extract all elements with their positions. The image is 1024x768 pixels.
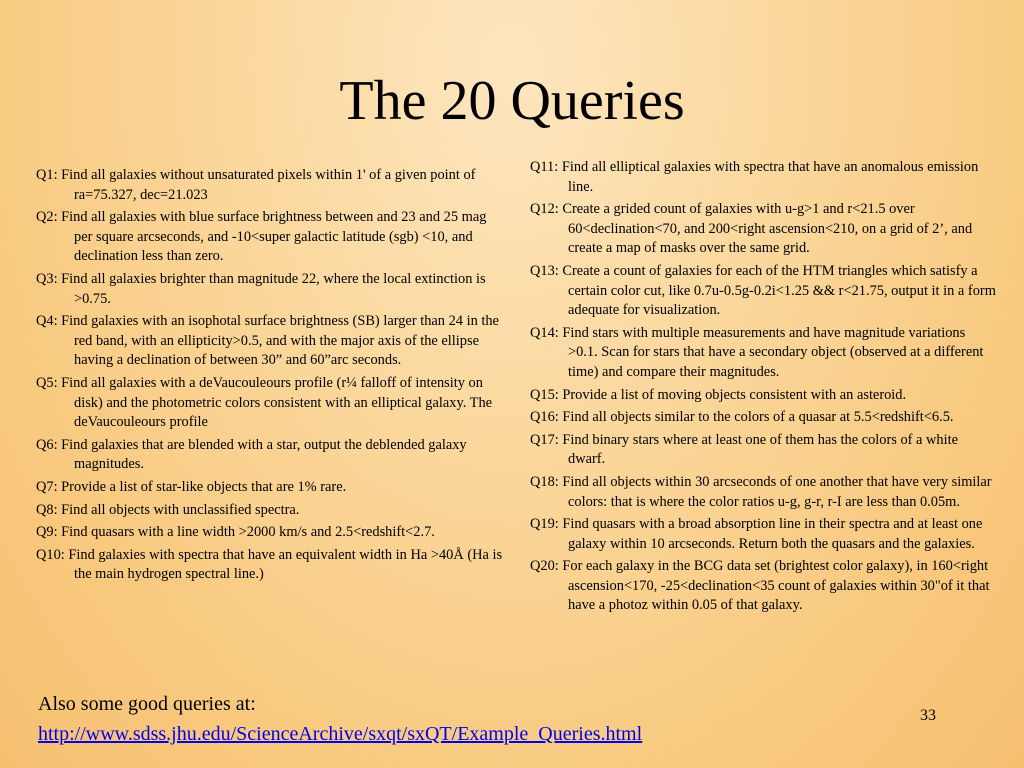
query-item: Q7: Provide a list of star-like objects that are 1% rare.: [36, 478, 347, 495]
slide-title: The 20 Queries: [339, 70, 685, 132]
query-item: Q20: For each galaxy in the BCG data set (brightest color galaxy), in 160<right ascension<170, -25<declination<35 count of galaxies within 30"of it that have a photoz within 0.05 of that galaxy.: [530, 558, 990, 614]
query-item: Q18: Find all objects within 30 arcseconds of one another that have very similar colors: that is where the color ratios u-g, g-r, r-I are less than 0.05m.: [530, 473, 992, 510]
query-item: Q6: Find galaxies that are blended with a star, output the deblended galaxy magnitudes.: [36, 436, 467, 473]
query-item: Q15: Provide a list of moving objects consistent with an asteroid.: [530, 386, 907, 403]
query-item: Q13: Create a count of galaxies for each of the HTM triangles which satisfy a certain color cut, like 0.7u-0.5g-0.2i<1.25 && r<21.75, output it in a form adequate for visualization.: [530, 262, 996, 319]
query-item: Q16: Find all objects similar to the colors of a quasar at 5.5<redshift<6.5.: [530, 409, 954, 426]
query-item: Q17: Find binary stars where at least one of them has the colors of a white dwarf.: [530, 431, 959, 468]
query-item: Q19: Find quasars with a broad absorption line in their spectra and at least one galaxy within 10 arcseconds. Return both the quasars and the galaxies.: [530, 516, 983, 552]
left-query-column: [36, 166, 506, 588]
query-item: Q5: Find all galaxies with a deVaucouleours profile (r¼ falloff of intensity on disk) and the photometric colors consistent with an elliptical galaxy. The deVaucouleours profile: [36, 374, 493, 431]
query-item: Q4: Find galaxies with an isophotal surface brightness (SB) larger than 24 in the red band, with an ellipticity>0.5, and with the major axis of the ellipse having a declination of between 30” and 60”arc seconds.: [36, 313, 499, 369]
query-item: Q1: Find all galaxies without unsaturated pixels within 1' of a given point of ra=75.327, dec=21.023: [36, 167, 476, 203]
query-item: Q9: Find quasars with a line width >2000 km/s and 2.5<redshift<2.7.: [36, 524, 435, 541]
right-query-column: [530, 158, 996, 619]
query-item: Q14: Find stars with multiple measurements and have magnitude variations >0.1. Scan for stars that have a secondary object (observed at a different time) and compare their magnitudes.: [530, 324, 984, 380]
query-item: Q8: Find all objects with unclassified spectra.: [36, 501, 300, 518]
example-queries-link[interactable]: http://www.sdss.jhu.edu/ScienceArchive/sxqt/sxQT/Example_Queries.html: [38, 723, 643, 745]
query-item: Q3: Find all galaxies brighter than magnitude 22, where the local extinction is >0.75.: [36, 270, 486, 307]
query-item: Q2: Find all galaxies with blue surface brightness between and 23 and 25 mag per square arcseconds, and -10<super galactic latitude (sgb) <10, and declination less than zero.: [36, 209, 487, 265]
query-item: Q11: Find all elliptical galaxies with spectra that have an anomalous emission line.: [530, 159, 979, 195]
query-item: Q10: Find galaxies with spectra that have an equivalent width in Ha >40Å (Ha is the main hydrogen spectral line.): [36, 546, 503, 583]
page-number: 33: [920, 707, 936, 724]
footer-caption: Also some good queries at:: [38, 693, 256, 715]
query-item: Q12: Create a grided count of galaxies with u-g>1 and r<21.5 over 60<declination<70, and 200<right ascension<210, on a grid of 2’, and create a map of masks over the same grid.: [530, 201, 973, 257]
